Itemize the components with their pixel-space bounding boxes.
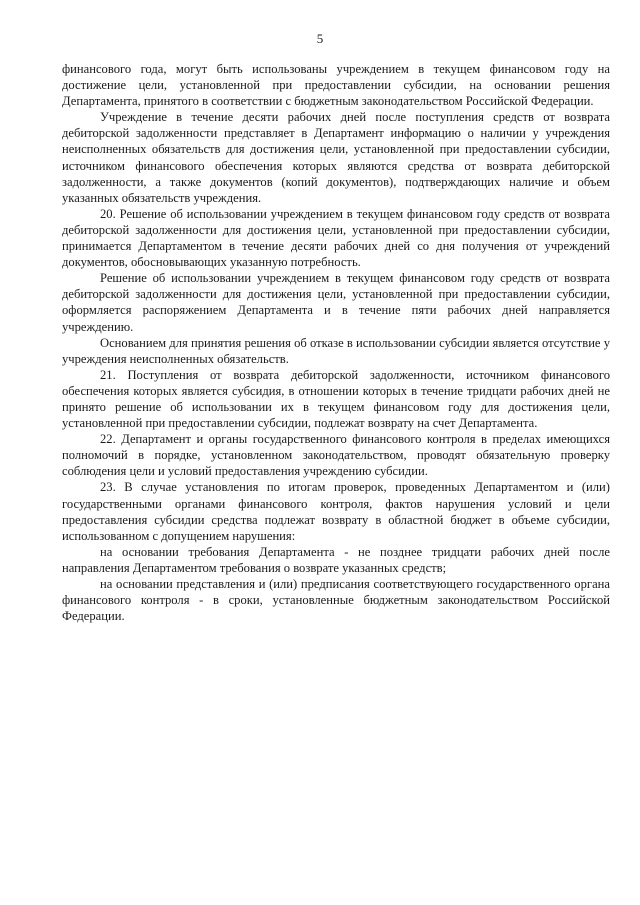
paragraph-23: 23. В случае установления по итогам проверок, проведенных Департаментом и (или) государственными органами финансового контроля, фактов нарушения условий и цели предоставления субсидии средства подлежат возврату в областной бюджет в объеме субсидии, использованном с допущением нарушения: xyxy=(62,480,610,543)
paragraph-refusal-basis: Основанием для принятия решения об отказе в использовании субсидии является отсутствие у учреждения неисполненных обязательств. xyxy=(62,335,610,366)
paragraph-20: 20. Решение об использовании учреждением в текущем финансовом году средств от возврата дебиторской задолженности для достижения цели, установленной при предоставлении субсидии, принимается Департаментом в течение десяти рабочих дней со дня получения от учреждений документов, обосновывающих указанную потребность. xyxy=(62,206,610,270)
paragraph-23-item-1: на основании требования Департамента - не позднее тридцати рабочих дней после направления Департаментом требования о возврате указанных средств; xyxy=(62,544,610,575)
paragraph-22: 22. Департамент и органы государственного финансового контроля в пределах имеющихся полномочий в порядке, установленном законодательством, проводят обязательную проверку соблюдения цели и условий предоставления учреждению субсидии. xyxy=(62,432,610,479)
paragraph-continuation: финансового года, могут быть использованы учреждением в текущем финансовом году на достижение цели, установленной при предоставлении субсидии, на основании решения Департамента, принятого в соответствии с бюджетным законодательством Российской Федерации. xyxy=(62,62,610,109)
paragraph-decision-form: Решение об использовании учреждением в текущем финансовом году средств от возврата дебиторской задолженности для достижения цели, установленной при предоставлении субсидии, оформляется распоряжением Департамента и в течение пяти рабочих дней направляется учреждению. xyxy=(62,271,610,334)
document-body xyxy=(62,61,610,624)
page-number: 5 xyxy=(316,31,324,46)
paragraph-debt-info: Учреждение в течение десяти рабочих дней после поступления средств от возврата дебиторской задолженности представляет в Департамент информацию о наличии у учреждения неисполненных обязательств для достижения цели, установленной при предоставлении субсидии, источником финансового обеспечения которых являются средства от возврата дебиторской задолженности, а также документов (копий документов), подтверждающих наличие и объем указанных обязательств учреждения. xyxy=(62,110,610,205)
paragraph-21: 21. Поступления от возврата дебиторской задолженности, источником финансового обеспечения которых является субсидия, в отношении которых в течение тридцати рабочих дней не принято решение об использовании их в текущем финансовом году для достижения цели, установленной при предоставлении субсидии, подлежат возврату на счет Департамента. xyxy=(62,367,610,431)
paragraph-23-item-2: на основании представления и (или) предписания соответствующего государственного органа финансового контроля - в сроки, установленные бюджетным законодательством Российской Федерации. xyxy=(62,577,610,624)
